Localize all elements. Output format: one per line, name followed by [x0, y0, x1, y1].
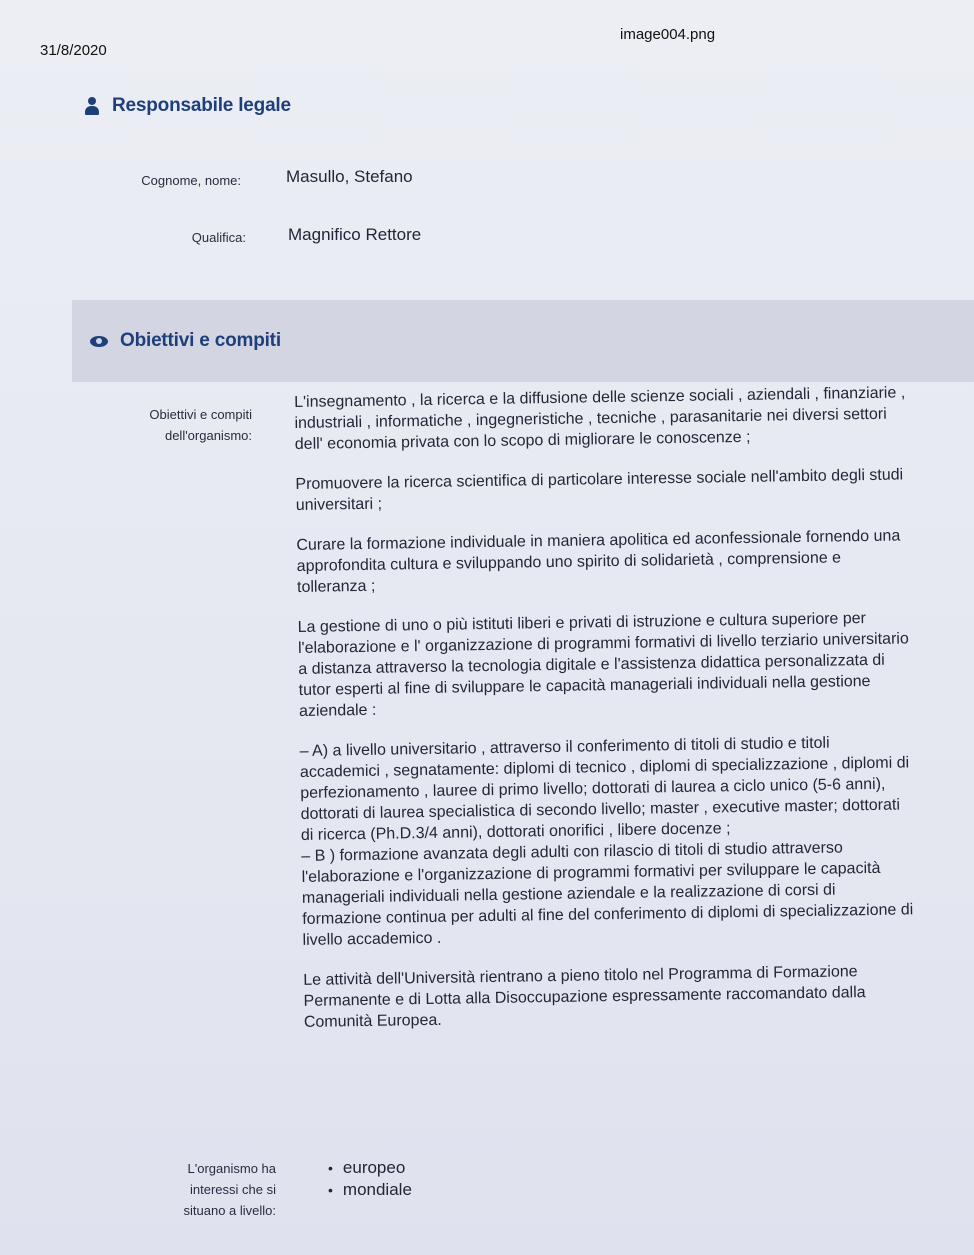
- list-item: • mondiale: [328, 1179, 412, 1201]
- obiettivi-text-block: [294, 382, 916, 1052]
- field-label-obiettivi: Obiettivi e compiti dell'organismo:: [149, 407, 252, 443]
- list-item: • europeo: [328, 1157, 412, 1179]
- obiettivi-paragraph: Curare la formazione individuale in maniera apolitica ed aconfessionale fornendo una approfondita cultura e sviluppando uno spirito di solidarietà , comprensione e tolleranza ;: [296, 527, 901, 596]
- obiettivi-paragraph-a: – A) a livello universitario , attraverso il conferimento di titoli di studio e titoli accademici , segnatamente: diplomi di tecnico , diplomi di specializzazione , diplomi di perfezionamento , lauree di primo livello; dottorati di laurea a ciclo unico (5-6 anni), dottorati di laurea specialistica di secondo livello; master , executive master; dottorati di ricerca (Ph.D.3/4 anni), dottorati onorifici , libere docenze ;: [299, 734, 910, 844]
- obiettivi-paragraph: Promuovere la ricerca scientifica di particolare interesse sociale nell'ambito degli studi universitari ;: [295, 466, 904, 514]
- obiettivi-paragraph: L'insegnamento , la ricerca e la diffusione delle scienze sociali , aziendali , finanziarie , industriali , informatiche , ingegneristiche , tecniche , parasanitarie nei diversi settori dell' economia privata con lo scopo di migliorare le conoscenze ;: [294, 384, 906, 453]
- obiettivi-paragraph-b: – B ) formazione avanzata degli adulti con rilascio di titoli di studio attraverso l'elaborazione e l'organizzazione di programmi formativi per sviluppare le capacità manageriali individuali nella gestione aziendale e la realizzazione di corsi di formazione continua per adulti al fine del conferimento di diplomi di specializzazione di livello accademico .: [301, 839, 914, 949]
- livello-list: [328, 1157, 412, 1201]
- print-date: 31/8/2020: [40, 42, 107, 59]
- section-title: Responsabile legale: [112, 95, 291, 116]
- section-header-obiettivi-e-compiti: [72, 300, 974, 382]
- print-file-name: image004.png: [620, 26, 716, 43]
- field-label-qualifica: Qualifica:: [191, 230, 246, 245]
- field-label-cognome-nome: Cognome, nome:: [141, 173, 241, 188]
- obiettivi-paragraph: Le attività dell'Università rientrano a pieno titolo nel Programma di Formazione Permanente e di Lotta alla Disoccupazione espressamente raccomandato dalla Comunità Europea.: [303, 963, 866, 1031]
- eye-icon: [90, 336, 108, 347]
- field-value-cognome-nome: Masullo, Stefano: [286, 167, 413, 186]
- field-value-qualifica: Magnifico Rettore: [288, 225, 422, 244]
- field-label-livello: L'organismo ha interessi che si situano a livello:: [183, 1161, 276, 1218]
- section-title: Obiettivi e compiti: [120, 330, 281, 351]
- section-header-responsabile-legale: [84, 95, 291, 117]
- person-icon: [84, 97, 100, 115]
- obiettivi-paragraph: La gestione di uno o più istituti liberi e privati di istruzione e cultura superiore per l'elaborazione e l' organizzazione di programmi formativi di livello terziario universitario a distanza attraverso la tecnologia digitale e l'assistenza didattica personalizzata di tutor esperti al fine di sviluppare le capacità manageriali individuali nella gestione aziendale :: [297, 610, 909, 720]
